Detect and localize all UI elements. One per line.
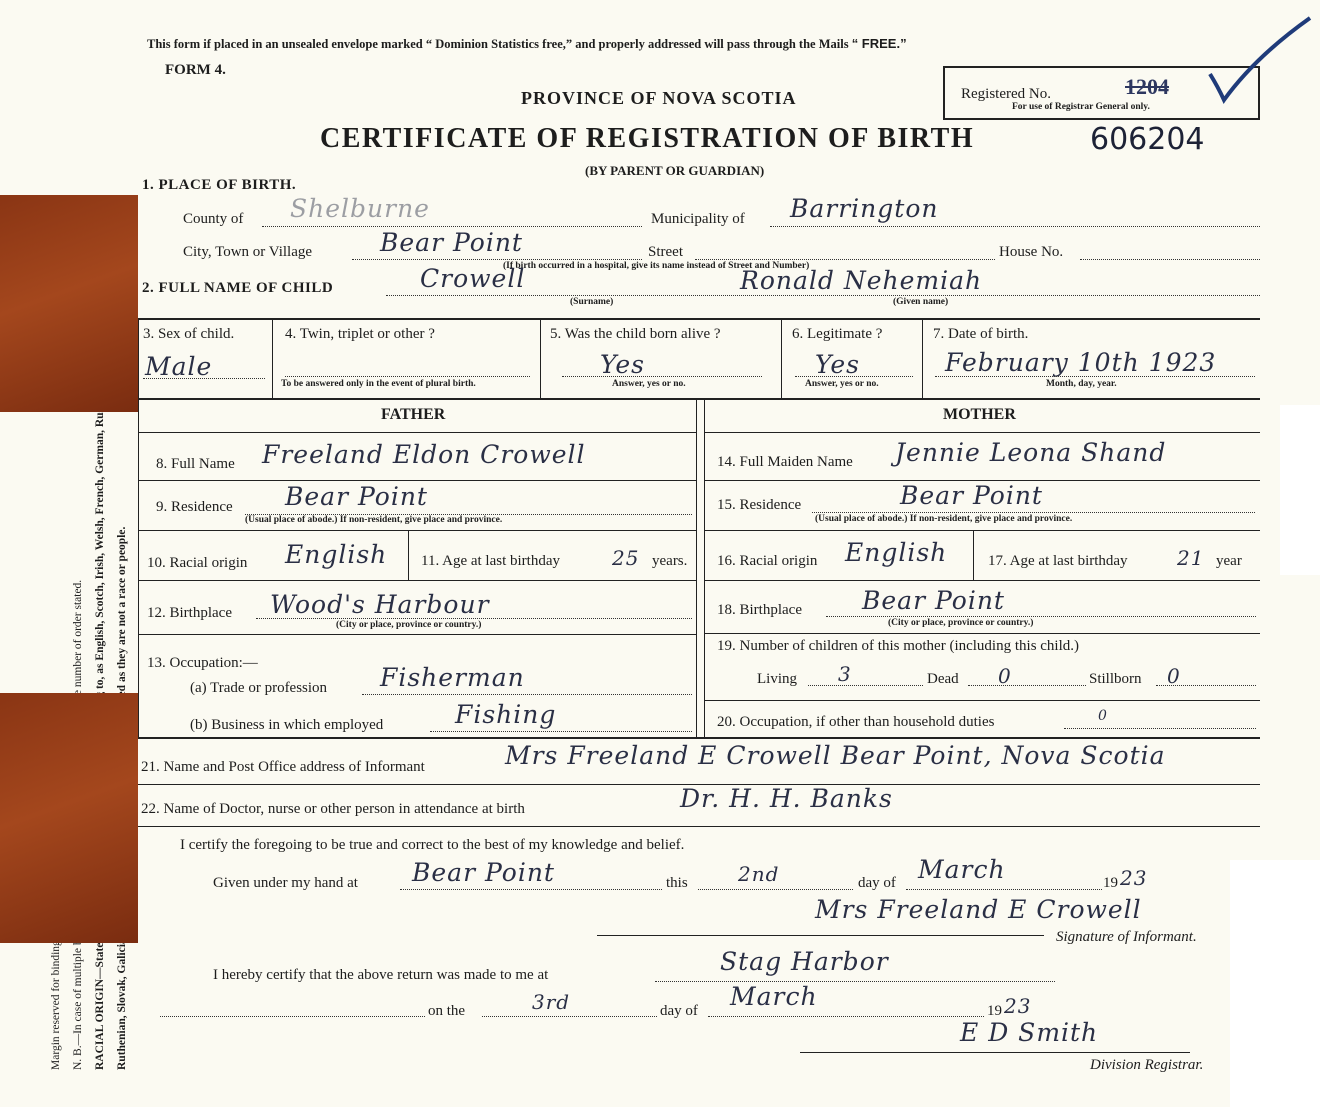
stillborn-count: 0	[1167, 664, 1181, 688]
registrar-month: March	[730, 982, 818, 1011]
certificate-number: 606204	[1090, 122, 1205, 157]
legitimate-line	[795, 376, 913, 377]
registrar-day-of-label: day of	[660, 1003, 698, 1019]
mother-racial: English	[845, 538, 948, 567]
house-number-line	[1080, 259, 1260, 260]
torn-edge	[1230, 860, 1320, 1107]
vrule	[540, 318, 541, 400]
street-line	[695, 259, 995, 260]
municipality-line	[770, 226, 1260, 227]
division-registrar-label: Division Registrar.	[1090, 1057, 1204, 1073]
father-residence-label: 9. Residence	[156, 499, 233, 515]
mother-birthplace-line	[826, 616, 1256, 617]
registrar-statement: I hereby certify that the above return was made to me at	[213, 967, 549, 983]
mother-residence-label: 15. Residence	[717, 497, 802, 513]
born-alive-note: Answer, yes or no.	[612, 379, 686, 389]
born-alive-value: Yes	[600, 350, 645, 379]
registrar-year-prefix: 19	[987, 1003, 1002, 1019]
hospital-note: (If birth occurred in a hospital, give its name instead of Street and Number)	[503, 261, 810, 271]
vrule	[781, 318, 782, 400]
county-value: Shelburne	[290, 194, 430, 223]
rule	[138, 530, 696, 531]
mother-birthplace: Bear Point	[862, 586, 1005, 615]
sex-line	[143, 378, 265, 379]
born-alive-label: 5. Was the child born alive ?	[550, 326, 721, 342]
child-surname: Crowell	[420, 264, 526, 293]
mother-birthplace-note: (City or place, province or country.)	[888, 618, 1034, 628]
county-line	[262, 226, 642, 227]
informant-value: Mrs Freeland E Crowell Bear Point, Nova Scotia	[505, 741, 1166, 770]
city-line	[352, 259, 642, 260]
vrule	[696, 400, 697, 738]
father-name: Freeland Eldon Crowell	[262, 440, 586, 469]
mother-name-label: 14. Full Maiden Name	[717, 454, 853, 470]
father-residence-note: (Usual place of abode.) If non-resident, give place and province.	[245, 515, 503, 525]
mother-age-unit: year	[1216, 553, 1242, 569]
rule	[138, 826, 1260, 827]
registrar-place: Stag Harbor	[720, 947, 889, 976]
twin-line	[285, 376, 530, 377]
page-title: CERTIFICATE OF REGISTRATION OF BIRTH	[320, 123, 975, 154]
rule	[138, 480, 696, 481]
on-the-label: on the	[428, 1003, 466, 1019]
mother-age: 21	[1177, 546, 1205, 570]
vrule	[704, 400, 705, 738]
certify-statement: I certify the foregoing to be true and correct to the best of my knowledge and belief.	[180, 837, 685, 853]
registrar-day-line	[482, 1016, 657, 1017]
day-of-label: day of	[858, 875, 896, 891]
rule	[138, 432, 696, 433]
father-trade-line	[362, 694, 692, 695]
registered-number: 1204	[1125, 74, 1169, 99]
vrule	[973, 530, 974, 580]
mother-residence: Bear Point	[900, 481, 1043, 510]
father-racial: English	[285, 540, 388, 569]
city-label: City, Town or Village	[183, 244, 313, 260]
given-day: 2nd	[738, 862, 780, 886]
father-age: 25	[612, 546, 640, 570]
house-number-label: House No.	[999, 244, 1064, 260]
mother-occupation-line	[1064, 728, 1256, 729]
father-birthplace-label: 12. Birthplace	[147, 605, 232, 621]
father-residence: Bear Point	[285, 482, 428, 511]
doctor-value: Dr. H. H. Banks	[680, 784, 893, 813]
mail-notice	[147, 36, 907, 52]
rule	[704, 700, 1260, 701]
father-birthplace: Wood's Harbour	[270, 590, 490, 619]
twin-label: 4. Twin, triplet or other ?	[285, 326, 435, 342]
legitimate-label: 6. Legitimate ?	[792, 326, 883, 342]
registrar-year: 23	[1004, 994, 1032, 1018]
born-alive-line	[562, 376, 762, 377]
checkmark-icon	[1200, 12, 1315, 107]
signature-line	[597, 935, 1044, 936]
given-month: March	[918, 855, 1006, 884]
mother-name: Jennie Leona Shand	[895, 438, 1167, 467]
this-label: this	[666, 875, 688, 891]
subtitle: (BY PARENT OR GUARDIAN)	[585, 163, 765, 178]
mother-racial-label: 16. Racial origin	[717, 553, 818, 569]
given-place-line	[400, 889, 662, 890]
municipality-label: Municipality of	[651, 211, 745, 227]
legitimate-value: Yes	[815, 350, 860, 379]
dob-label: 7. Date of birth.	[933, 326, 1029, 342]
dead-line	[968, 685, 1086, 686]
rule	[704, 530, 1260, 531]
vrule	[922, 318, 923, 400]
given-name-label: (Given name)	[893, 297, 949, 307]
vrule	[138, 318, 139, 738]
mail-notice-text: This form if placed in an unsealed envelope marked “ Dominion Statistics free,” and properly addressed will pass through the Mails	[147, 37, 849, 51]
form-number: FORM 4.	[165, 62, 226, 78]
given-year-prefix: 19	[1103, 875, 1118, 891]
county-label: County of	[183, 211, 244, 227]
signature-of-informant-label: Signature of Informant.	[1056, 929, 1197, 945]
father-age-label: 11. Age at last birthday	[421, 553, 560, 569]
mother-age-label: 17. Age at last birthday	[988, 553, 1128, 569]
tape-strip-bottom	[0, 693, 138, 943]
mother-residence-line	[812, 512, 1255, 513]
street-label: Street	[648, 244, 683, 260]
father-name-label: 8. Full Name	[156, 456, 235, 472]
mother-heading: MOTHER	[943, 406, 1016, 423]
mother-occupation-label: 20. Occupation, if other than household duties	[717, 714, 995, 730]
dob-value: February 10th 1923	[945, 348, 1217, 377]
given-place: Bear Point	[412, 858, 555, 887]
father-racial-label: 10. Racial origin	[147, 555, 248, 571]
sex-value: Male	[145, 352, 213, 381]
registrar-place-line	[655, 981, 1055, 982]
vrule	[408, 530, 409, 580]
mother-birthplace-label: 18. Birthplace	[717, 602, 802, 618]
registrar-signature: E D Smith	[960, 1018, 1099, 1047]
living-label: Living	[757, 671, 797, 687]
registrar-signature-line	[800, 1052, 1190, 1053]
father-heading: FATHER	[381, 406, 446, 423]
dob-line	[935, 376, 1255, 377]
sex-label: 3. Sex of child.	[143, 326, 235, 342]
father-business: Fishing	[455, 700, 557, 729]
dead-label: Dead	[927, 671, 959, 687]
legitimate-note: Answer, yes or no.	[805, 379, 879, 389]
given-day-line	[698, 889, 853, 890]
living-line	[808, 685, 923, 686]
registrar-blank-line	[160, 1016, 425, 1017]
twin-note: To be answered only in the event of plural birth.	[281, 379, 476, 389]
registered-label: Registered No.	[961, 86, 1051, 102]
rule	[704, 633, 1260, 634]
father-business-label: (b) Business in which employed	[190, 717, 384, 733]
municipality-value: Barrington	[790, 194, 939, 223]
father-occupation-label: 13. Occupation:—	[147, 655, 258, 671]
registrar-general-note: For use of Registrar General only.	[1012, 102, 1150, 112]
father-trade-label: (a) Trade or profession	[190, 680, 328, 696]
vrule	[272, 318, 273, 400]
mail-notice-free: “ FREE.”	[851, 36, 907, 51]
rule	[138, 580, 696, 581]
given-under-hand-label: Given under my hand at	[213, 875, 358, 891]
father-birthplace-line	[256, 618, 692, 619]
given-year: 23	[1120, 866, 1148, 890]
dob-note: Month, day, year.	[1046, 379, 1117, 389]
child-name-label: 2. FULL NAME OF CHILD	[142, 280, 334, 296]
stillborn-label: Stillborn	[1089, 671, 1142, 687]
mother-residence-note: (Usual place of abode.) If non-resident, give place and province.	[815, 514, 1073, 524]
tape-strip-top	[0, 195, 138, 412]
given-month-line	[906, 889, 1102, 890]
living-count: 3	[838, 662, 852, 686]
place-of-birth-heading: 1. PLACE OF BIRTH.	[142, 177, 297, 193]
doctor-label: 22. Name of Doctor, nurse or other person in attendance at birth	[141, 801, 525, 817]
informant-label: 21. Name and Post Office address of Informant	[141, 759, 425, 775]
surname-label: (Surname)	[570, 297, 614, 307]
informant-signature: Mrs Freeland E Crowell	[815, 895, 1142, 924]
rule	[138, 634, 696, 635]
rule	[704, 432, 1260, 433]
registrar-month-line	[708, 1016, 984, 1017]
rule	[138, 318, 1260, 320]
father-business-line	[430, 731, 692, 732]
father-age-unit: years.	[652, 553, 688, 569]
rule	[138, 737, 1260, 739]
child-name-line	[386, 295, 1260, 296]
father-trade: Fisherman	[380, 663, 525, 692]
registrar-day: 3rd	[532, 990, 571, 1014]
city-value: Bear Point	[380, 228, 523, 257]
rule	[704, 580, 1260, 581]
province-heading: PROVINCE OF NOVA SCOTIA	[521, 88, 797, 108]
rule	[138, 398, 1260, 400]
torn-edge	[1280, 405, 1320, 575]
father-birthplace-note: (City or place, province or country.)	[336, 620, 482, 630]
dead-count: 0	[998, 664, 1012, 688]
mother-children-label: 19. Number of children of this mother (including this child.)	[717, 638, 1080, 654]
child-given-name: Ronald Nehemiah	[740, 266, 983, 295]
mother-occupation: 0	[1098, 708, 1108, 724]
